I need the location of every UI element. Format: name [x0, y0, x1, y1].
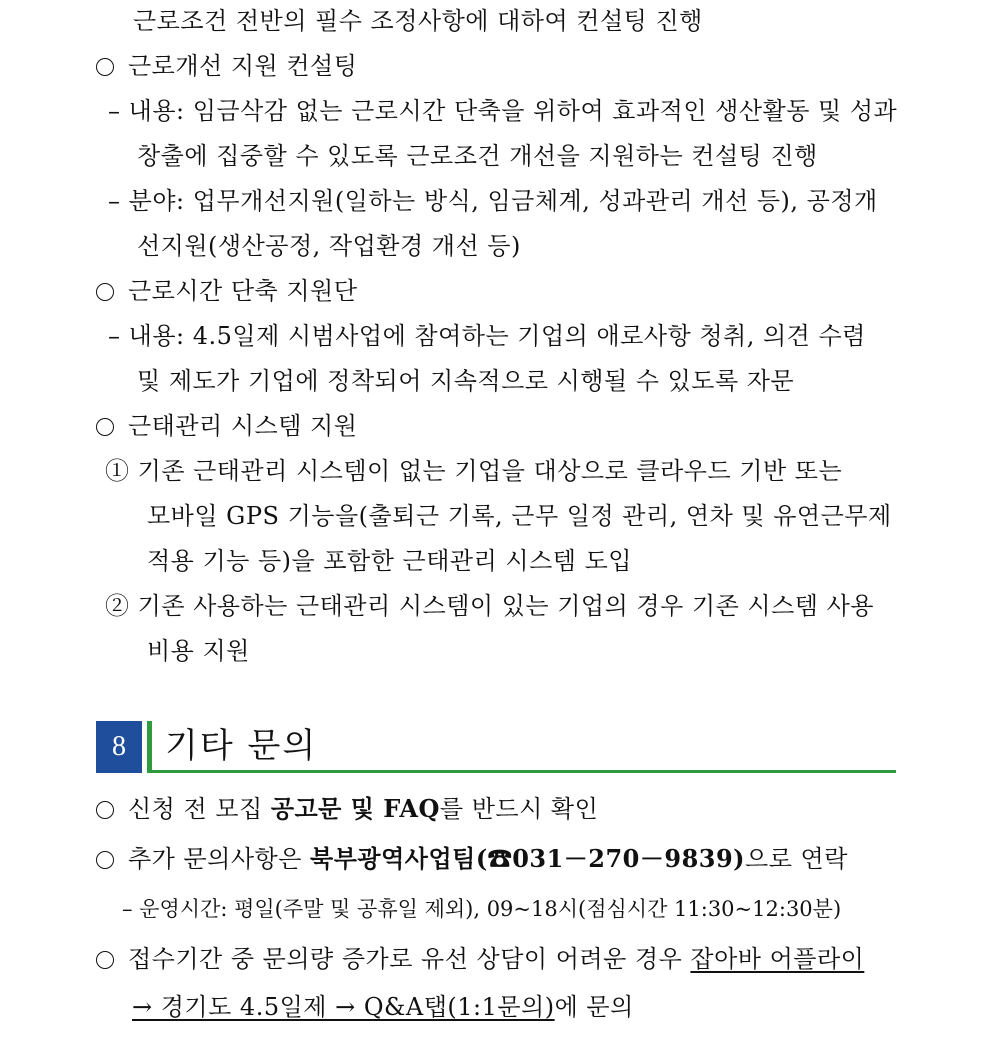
circle-bullet-icon: [96, 801, 114, 819]
numbered-item: ② 기존 사용하는 근태관리 시스템이 있는 기업의 경우 기존 시스템 사용: [105, 592, 874, 620]
bullet-text: 근태관리 시스템 지원: [128, 412, 358, 440]
underlined-link-text: 잡아바 어플라이: [690, 945, 865, 973]
bullet-text: 으로 연락: [745, 845, 848, 873]
bullet-item: [96, 410, 357, 442]
bullet-text: 추가 문의사항은: [128, 845, 311, 873]
dash-item: – 운영시간: 평일(주말 및 공휴일 제외), 09~18시(점심시간 11:30~12:30분): [122, 897, 842, 921]
dash-item: – 내용: 임금삭감 없는 근로시간 단축을 위하여 효과적인 생산활동 및 성과: [108, 97, 898, 125]
dash-item-continued: 창출에 집중할 수 있도록 근로조건 개선을 지원하는 컨설팅 진행: [137, 142, 818, 170]
circle-bullet-icon: [96, 58, 114, 76]
bold-text: 공고문 및 FAQ: [270, 794, 440, 823]
bullet-text: 신청 전 모집: [128, 795, 271, 823]
bold-text: 북부광역사업팀(☎031－270－9839): [310, 844, 746, 873]
bullet-text: 근로개선 지원 컨설팅: [128, 52, 358, 80]
section-underline: [147, 770, 896, 773]
bullet-text: 를 반드시 확인: [439, 795, 599, 823]
bullet-item: [96, 793, 598, 825]
bullet-text: 에 문의: [554, 993, 634, 1021]
bullet-item: [96, 943, 864, 975]
dash-item-continued: 및 제도가 기업에 정착되어 지속적으로 시행될 수 있도록 자문: [137, 367, 795, 395]
circle-bullet-icon: [96, 418, 114, 436]
numbered-item-continued: 모바일 GPS 기능을(출퇴근 기록, 근무 일정 관리, 연차 및 유연근무제: [147, 502, 892, 530]
bullet-item: [96, 50, 357, 82]
bullet-text: 근로시간 단축 지원단: [128, 277, 358, 305]
underlined-link-text: → 경기도 4.5일제 → Q&A탭(1:1문의): [132, 993, 555, 1021]
section-number: 8: [96, 721, 142, 773]
bullet-item: [96, 843, 848, 875]
numbered-item-continued: 비용 지원: [147, 637, 250, 665]
circle-bullet-icon: [96, 283, 114, 301]
bullet-item-continued: [132, 991, 634, 1023]
numbered-item: ① 기존 근태관리 시스템이 없는 기업을 대상으로 클라우드 기반 또는: [105, 457, 843, 485]
dash-item-continued: 선지원(생산공정, 작업환경 개선 등): [137, 232, 521, 260]
circle-bullet-icon: [96, 851, 114, 869]
section-accent-bar: [147, 721, 152, 773]
text-line: 근로조건 전반의 필수 조정사항에 대하여 컨설팅 진행: [133, 7, 703, 35]
bullet-item: [96, 275, 357, 307]
section-title: 기타 문의: [165, 726, 318, 766]
numbered-item-continued: 적용 기능 등)을 포함한 근태관리 시스템 도입: [147, 547, 632, 575]
bullet-text: 접수기간 중 문의량 증가로 유선 상담이 어려운 경우: [128, 945, 691, 973]
dash-item: – 분야: 업무개선지원(일하는 방식, 임금체계, 성과관리 개선 등), 공정개: [108, 187, 878, 215]
dash-item: – 내용: 4.5일제 시범사업에 참여하는 기업의 애로사항 청취, 의견 수렴: [108, 322, 866, 350]
circle-bullet-icon: [96, 951, 114, 969]
